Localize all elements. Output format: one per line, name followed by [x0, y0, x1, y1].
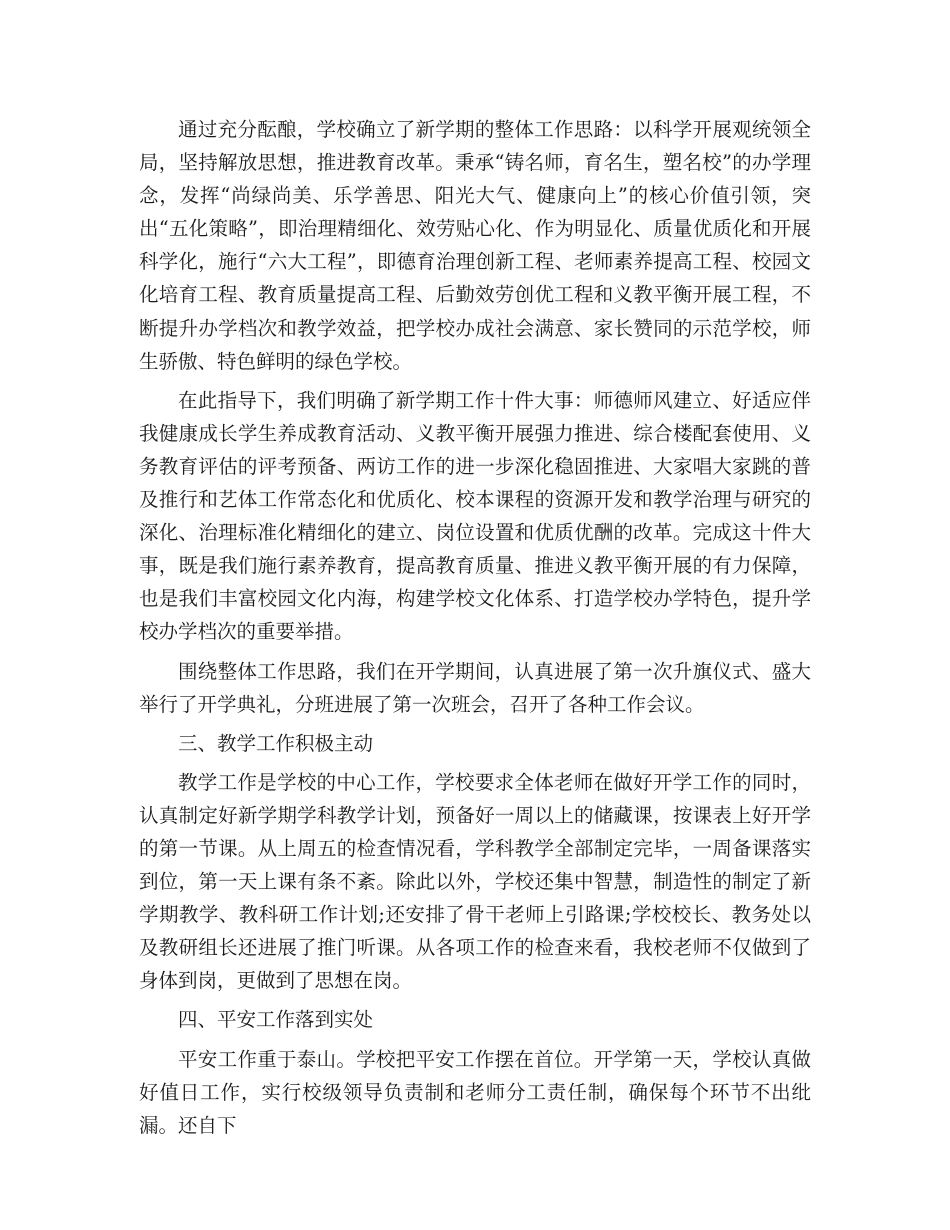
paragraph-opening-activities: 围绕整体工作思路，我们在开学期间，认真进展了第一次升旗仪式、盛大举行了开学典礼，分班进展了第一次班会，召开了各种工作会议。 — [139, 659, 811, 716]
section-heading-safety: 四、平安工作落到实处 — [178, 1008, 374, 1032]
section-heading-teaching: 三、教学工作积极主动 — [178, 731, 374, 755]
document-body — [139, 113, 811, 1142]
paragraph-work-ideas: 通过充分酝酿，学校确立了新学期的整体工作思路：以科学开展观统领全局，坚持解放思想，推进教育改革。秉承“铸名师，育名生，塑名校”的办学理念，发挥“尚绿尚美、乐学善思、阳光大气、健康向上”的核心价值引领，突出“五化策略”，即治理精细化、效劳贴心化、作为明显化、质量优质化和开展科学化，施行“六大工程”，即德育治理创新工程、老师素养提高工程、校园文化培育工程、教育质量提高工程、后勤效劳创优工程和义教平衡开展工程，不断提升办学档次和教学效益，把学校办成社会满意、家长赞同的示范学校，师生骄傲、特色鲜明的绿色学校。 — [139, 118, 811, 373]
paragraph-safety-work: 平安工作重于泰山。学校把平安工作摆在首位。开学第一天，学校认真做好值日工作，实行校级领导负责制和老师分工责任制，确保每个环节不出纰漏。还自下 — [139, 1047, 811, 1137]
paragraph-ten-tasks: 在此指导下，我们明确了新学期工作十件大事：师德师风建立、好适应伴我健康成长学生养成教育活动、义教平衡开展强力推进、综合楼配套使用、义务教育评估的评考预备、两访工作的进一步深化稳固推进、大家唱大家跳的普及推行和艺体工作常态化和优质化、校本课程的资源开发和教学治理与研究的深化、治理标准化精细化的建立、岗位设置和优质优酬的改革。完成这十件大事，既是我们施行素养教育，提高教育质量、推进义教平衡开展的有力保障，也是我们丰富校园文化内海，构建学校文化体系、打造学校办学特色，提升学校办学档次的重要举措。 — [139, 388, 811, 644]
paragraph-teaching-work: 教学工作是学校的中心工作，学校要求全体老师在做好开学工作的同时，认真制定好新学期学科教学计划，预备好一周以上的储藏课，按课表上好开学的第一节课。从上周五的检查情况看，学科教学全部制定完毕，一周备课落实到位，第一天上课有条不紊。除此以外，学校还集中智慧，制造性的制定了新学期教学、教科研工作计划;还安排了骨干老师上引路课;学校校长、教务处以及教研组长还进展了推门听课。从各项工作的检查来看，我校老师不仅做到了身体到岗，更做到了思想在岗。 — [139, 770, 811, 993]
